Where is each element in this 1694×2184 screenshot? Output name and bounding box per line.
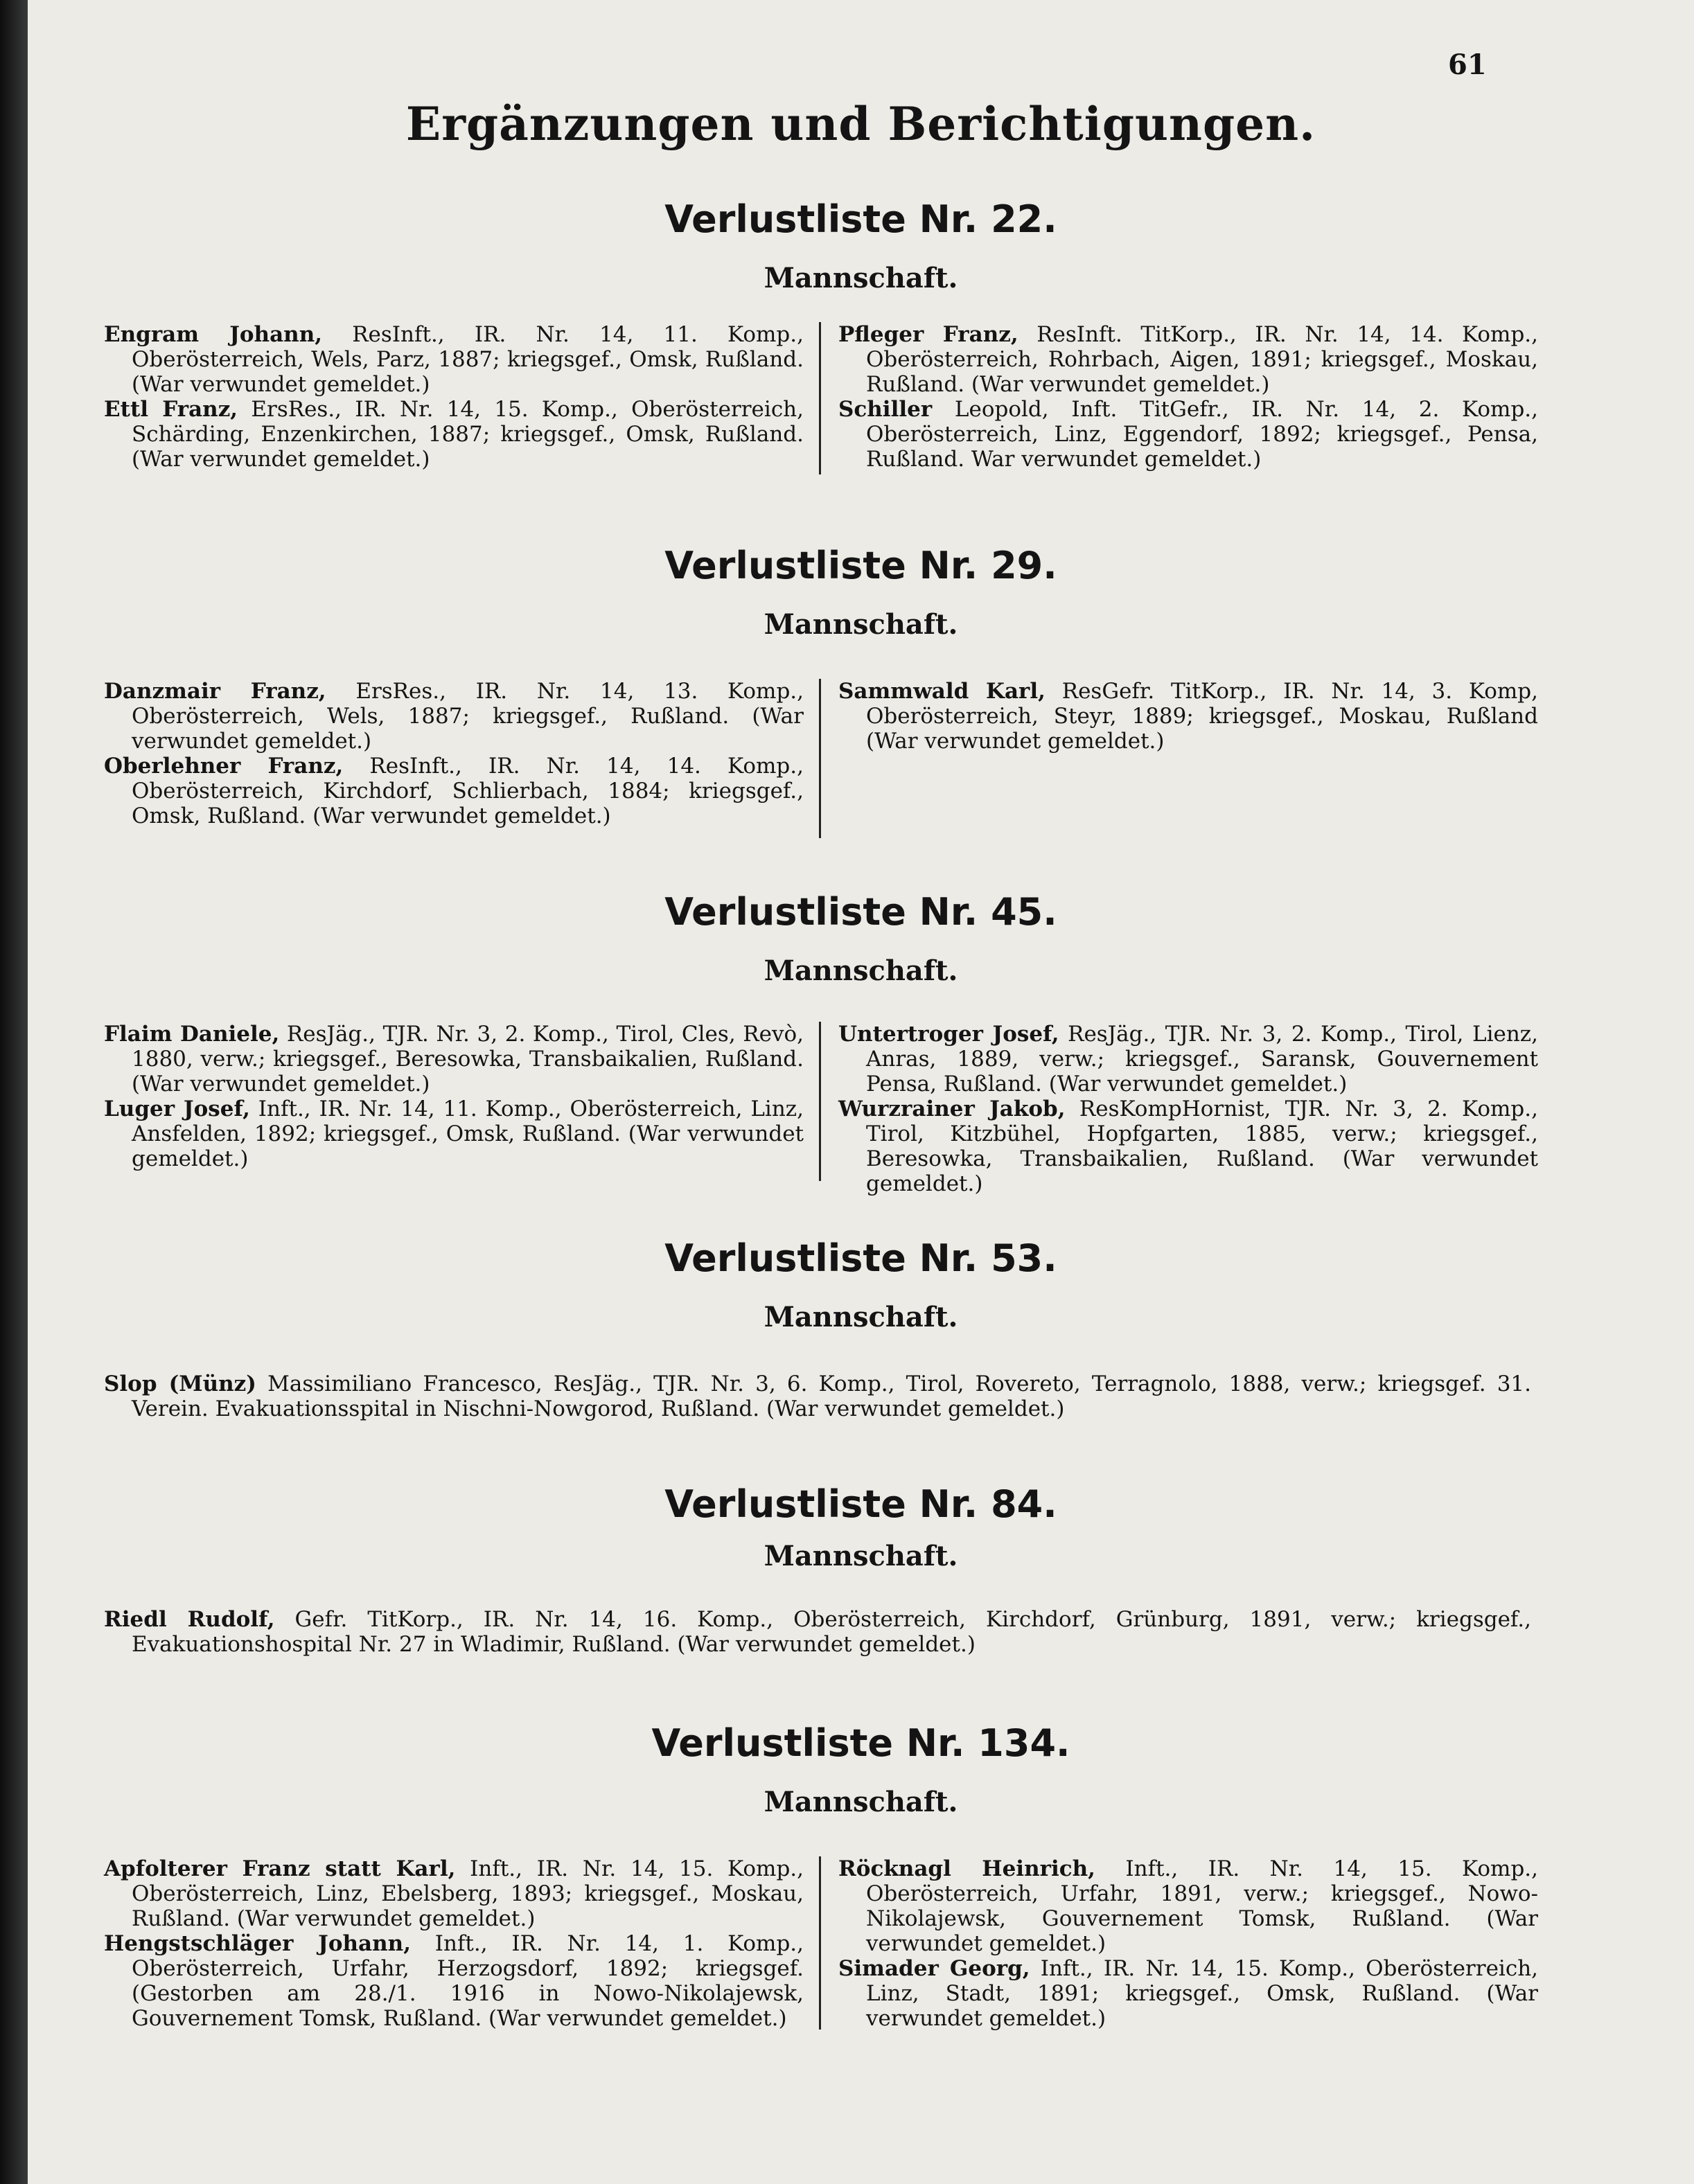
two-column-entries <box>76 679 1538 845</box>
list-item <box>838 1022 1538 1097</box>
list-item <box>104 397 804 472</box>
list-item <box>104 1022 804 1097</box>
entry-name: Engram Johann, <box>104 322 323 347</box>
entry-text: ResJäg., TJR. Nr. 3, 2. Komp., Tirol, Cles, Revò, 1880, verw.; kriegsgef., Beresowka, Transbaikalien, Rußland. (War verwundet gemeldet.) <box>132 1022 804 1097</box>
entry-name: Riedl Rudolf, <box>104 1607 275 1632</box>
page-number: 61 <box>1448 48 1487 81</box>
entry-name: Luger Josef, <box>104 1097 250 1121</box>
entry-text: Inft., IR. Nr. 14, 11. Komp., Oberösterreich, Linz, Ansfelden, 1892; kriegsgef., Omsk, Rußland. (War verwundet gemeldet.) <box>132 1097 804 1171</box>
list-item <box>104 1931 804 2031</box>
entry-name: Ettl Franz, <box>104 397 238 422</box>
list-item <box>104 1097 804 1171</box>
right-column <box>838 679 1538 754</box>
section-verlustliste-134 <box>28 1721 1694 2031</box>
section-subtitle: Mannschaft. <box>764 1540 958 1572</box>
page-title: Ergänzungen und Berichtigungen. <box>405 97 1316 151</box>
entry-name: Sammwald Karl, <box>838 679 1045 704</box>
entry-name: Hengstschläger Johann, <box>104 1931 411 1956</box>
section-verlustliste-29 <box>28 544 1694 828</box>
entry-name: Flaim Daniele, <box>104 1022 280 1047</box>
list-item <box>838 1097 1538 1196</box>
list-item <box>104 679 804 754</box>
column-divider <box>819 1856 821 2030</box>
two-column-entries <box>76 1856 1539 2036</box>
entry-text: ResInft. TitKorp., IR. Nr. 14, 14. Komp., Oberösterreich, Rohrbach, Aigen, 1891; kriegsgef., Moskau, Rußland. (War verwundet gemeldet.) <box>866 322 1538 397</box>
section-title: Verlustliste Nr. 22. <box>664 197 1057 241</box>
entry-text: Inft., IR. Nr. 14, 1. Komp., Oberösterreich, Urfahr, Herzogsdorf, 1892; kriegsgef. (Gestorben am 28./1. 1916 in Nowo-Nikolajewsk, Gouvernement Tomsk, Rußland. (War verwundet gemeldet.) <box>132 1931 804 2031</box>
section-subtitle: Mannschaft. <box>764 1786 958 1818</box>
right-column <box>838 322 1538 472</box>
section-subtitle: Mannschaft. <box>764 1301 958 1333</box>
section-verlustliste-22 <box>28 197 1694 472</box>
entry-text: Massimiliano Francesco, ResJäg., TJR. Nr. 3, 6. Komp., Tirol, Rovereto, Terragnolo, 1888, verw.; kriegsgef. 31. Verein. Evakuationsspital in Nischni-Nowgorod, Rußland. (War verwundet gemeldet.) <box>132 1371 1532 1421</box>
entry-text: ResInft., IR. Nr. 14, 14. Komp., Oberösterreich, Kirchdorf, Schlierbach, 1884; kriegsgef., Omsk, Rußland. (War verwundet gemeldet.) <box>132 754 804 828</box>
left-column <box>104 1856 804 2031</box>
entry-name: Slop (Münz) <box>104 1371 256 1396</box>
section-subtitle: Mannschaft. <box>764 262 958 294</box>
full-width-entry <box>104 1371 1531 1421</box>
list-item <box>104 754 804 828</box>
entry-text: ResGefr. TitKorp., IR. Nr. 14, 3. Komp, Oberösterreich, Steyr, 1889; kriegsgef., Moskau, Rußland (War verwundet gemeldet.) <box>866 679 1538 754</box>
entry-name: Pfleger Franz, <box>838 322 1018 347</box>
section-subtitle: Mannschaft. <box>764 608 958 641</box>
section-verlustliste-84 <box>28 1482 1694 1657</box>
section-verlustliste-45 <box>28 890 1694 1196</box>
entry-name: Simader Georg, <box>838 1956 1030 1981</box>
list-item <box>104 1856 804 1931</box>
column-divider <box>819 322 821 474</box>
section-subtitle: Mannschaft. <box>764 955 958 987</box>
section-title: Verlustliste Nr. 84. <box>664 1482 1057 1526</box>
entry-text: ResKompHornist, TJR. Nr. 3, 2. Komp., Tirol, Kitzbühel, Hopfgarten, 1885, verw.; kriegsgef., Beresowka, Transbaikalien, Rußland. (War verwundet gemeldet.) <box>866 1097 1538 1196</box>
entry-name: Röcknagl Heinrich, <box>838 1856 1095 1881</box>
right-column <box>838 1022 1538 1196</box>
list-item <box>838 1956 1538 2031</box>
entry-text: ErsRes., IR. Nr. 14, 15. Komp., Oberösterreich, Schärding, Enzenkirchen, 1887; kriegsgef., Omsk, Rußland. (War verwundet gemeldet.) <box>132 397 804 472</box>
list-item <box>838 679 1538 754</box>
list-item <box>838 322 1538 397</box>
entry-text: Inft., IR. Nr. 14, 15. Komp., Oberösterreich, Linz, Stadt, 1891; kriegsgef., Omsk, Rußland. (War verwundet gemeldet.) <box>866 1956 1539 2031</box>
list-item <box>104 1607 1531 1657</box>
entry-name: Apfolterer Franz statt Karl, <box>104 1856 456 1881</box>
entry-text: Gefr. TitKorp., IR. Nr. 14, 16. Komp., Oberösterreich, Kirchdorf, Grünburg, 1891, verw.; kriegsgef., Evakuationshospital Nr. 27 in Wladimir, Rußland. (War verwundet gemeldet.) <box>132 1607 1531 1657</box>
section-title: Verlustliste Nr. 29. <box>664 544 1057 587</box>
right-column <box>838 1856 1538 2031</box>
list-item <box>838 397 1538 472</box>
column-divider <box>819 1022 821 1181</box>
two-column-entries <box>76 1022 1538 1196</box>
entry-name: Danzmair Franz, <box>104 679 326 704</box>
entry-name: Wurzrainer Jakob, <box>838 1097 1066 1121</box>
entry-text: ResInft., IR. Nr. 14, 11. Komp., Oberösterreich, Wels, Parz, 1887; kriegsgef., Omsk, Rußland. (War verwundet gemeldet.) <box>132 322 804 397</box>
column-divider <box>819 679 821 838</box>
entry-name: Untertroger Josef, <box>838 1022 1059 1047</box>
left-column <box>104 322 804 472</box>
document-page <box>28 0 1694 2184</box>
list-item <box>104 1371 1531 1421</box>
section-title: Verlustliste Nr. 53. <box>664 1236 1057 1280</box>
section-title: Verlustliste Nr. 134. <box>651 1721 1070 1765</box>
entry-text: ResJäg., TJR. Nr. 3, 2. Komp., Tirol, Lienz, Anras, 1889, verw.; kriegsgef., Saransk, Gouvernement Pensa, Rußland. (War verwundet gemeldet.) <box>866 1022 1538 1097</box>
list-item <box>104 322 804 397</box>
entry-text: Inft., IR. Nr. 14, 15. Komp., Oberösterreich, Urfahr, 1891, verw.; kriegsgef., Nowo-Nikolajewsk, Gouvernement Tomsk, Rußland. (War verwundet gemeldet.) <box>866 1856 1538 1956</box>
full-width-entry <box>104 1607 1531 1657</box>
list-item <box>838 1856 1538 1956</box>
left-column <box>104 1022 804 1171</box>
left-column <box>104 679 804 828</box>
scan-edge <box>0 0 28 2184</box>
entry-text: Inft., IR. Nr. 14, 15. Komp., Oberösterreich, Linz, Ebelsberg, 1893; kriegsgef., Moskau, Rußland. (War verwundet gemeldet.) <box>132 1856 804 1931</box>
entry-text: ErsRes., IR. Nr. 14, 13. Komp., Oberösterreich, Wels, 1887; kriegsgef., Rußland. (War verwundet gemeldet.) <box>132 679 804 754</box>
entry-name: Oberlehner Franz, <box>104 754 344 779</box>
section-title: Verlustliste Nr. 45. <box>664 890 1057 934</box>
entry-text: Leopold, Inft. TitGefr., IR. Nr. 14, 2. Komp., Oberösterreich, Linz, Eggendorf, 1892; kriegsgef., Pensa, Rußland. War verwundet gemeldet.) <box>866 397 1538 472</box>
entry-name: Schiller <box>838 397 933 422</box>
two-column-entries <box>76 322 1538 481</box>
section-verlustliste-53 <box>28 1236 1694 1421</box>
